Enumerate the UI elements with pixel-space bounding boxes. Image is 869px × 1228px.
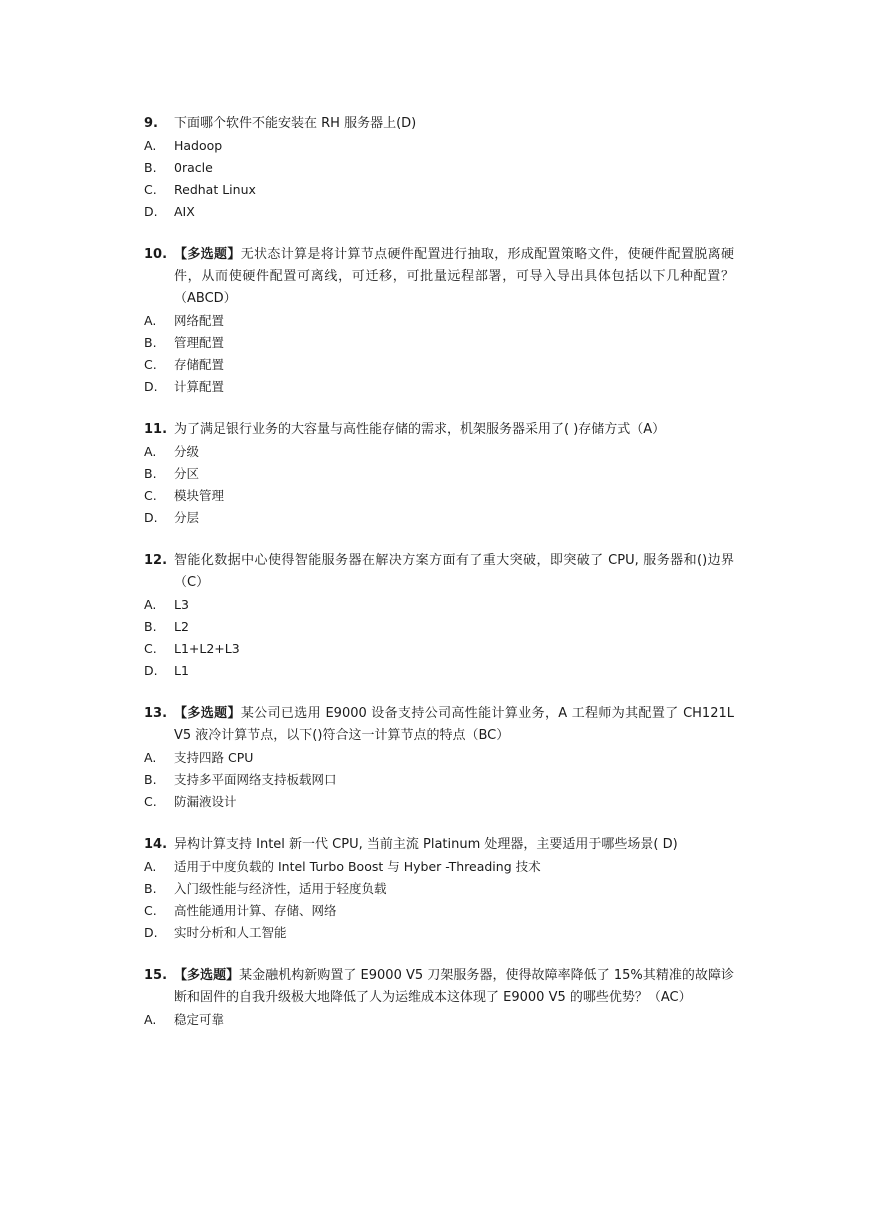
question-number: 15. [144,968,168,983]
question-block [144,419,734,529]
option-text: 防漏液设计 [174,794,237,809]
option-letter: B. [144,881,157,896]
answer-option [144,856,734,878]
question-text [174,550,734,594]
option-text: 入门级性能与经济性，适用于轻度负载 [174,881,387,896]
question-text [174,965,734,1009]
question-block [144,965,734,1031]
question-stem [144,419,734,441]
question-type-tag: 【多选题】 [174,247,241,262]
question-body: 无状态计算是将计算节点硬件配置进行抽取，形成配置策略文件，使硬件配置脱离硬件，从而使硬件配置可离线，可迁移，可批量远程部署，可导入导出具体包括以下几种配置？（ABCD） [174,247,734,306]
option-text: 模块管理 [174,488,225,503]
answer-option [144,900,734,922]
option-letter: C. [144,488,157,503]
option-letter: D. [144,379,158,394]
question-body: 某金融机构新购置了 E9000 V5 刀架服务器，使得故障率降低了 15%其精准的故障诊断和固件的自我升级极大地降低了人为运维成本这体现了 E9000 V5 的哪些优势？（AC） [174,968,734,1005]
question-list [144,113,734,1052]
option-text: L3 [174,597,189,612]
answer-option [144,332,734,354]
question-number: 10. [144,247,168,262]
question-text [174,113,734,135]
answer-option [144,878,734,900]
answer-option [144,616,734,638]
option-letter: A. [144,859,157,874]
answer-option [144,638,734,660]
option-letter: A. [144,313,157,328]
question-number: 9. [144,116,158,131]
option-letter: D. [144,925,158,940]
option-letter: B. [144,466,157,481]
question-text [174,244,734,310]
option-letter: D. [144,204,158,219]
question-body: 为了满足银行业务的大容量与高性能存储的需求，机架服务器采用了( )存储方式（A） [174,422,666,437]
answer-option [144,485,734,507]
option-text: 分级 [174,444,200,459]
question-number: 14. [144,837,168,852]
answer-option [144,135,734,157]
option-letter: B. [144,335,157,350]
option-letter: B. [144,160,157,175]
answer-option [144,791,734,813]
question-stem [144,834,734,856]
answer-option [144,157,734,179]
option-letter: A. [144,750,157,765]
question-stem [144,244,734,310]
answer-option [144,747,734,769]
question-stem [144,113,734,135]
answer-option [144,179,734,201]
option-text: 管理配置 [174,335,225,350]
question-block [144,703,734,813]
option-text: 实时分析和人工智能 [174,925,287,940]
answer-option [144,376,734,398]
question-block [144,113,734,223]
option-text: L1 [174,663,189,678]
question-type-tag: 【多选题】 [174,968,240,983]
answer-option [144,660,734,682]
option-letter: D. [144,510,158,525]
question-number: 12. [144,553,168,568]
option-text: 支持四路 CPU [174,750,254,765]
answer-option [144,594,734,616]
question-stem [144,965,734,1009]
option-text: 稳定可靠 [174,1012,225,1027]
question-number: 11. [144,422,168,437]
answer-option [144,463,734,485]
question-body: 下面哪个软件不能安装在 RH 服务器上(D) [174,116,417,131]
option-text: Hadoop [174,138,223,153]
option-text: Redhat Linux [174,182,256,197]
answer-option [144,354,734,376]
option-letter: C. [144,903,157,918]
question-stem [144,703,734,747]
option-letter: A. [144,1012,157,1027]
question-body: 异构计算支持 Intel 新一代 CPU, 当前主流 Platinum 处理器，主要适用于哪些场景( D) [174,837,678,852]
option-letter: C. [144,357,157,372]
question-type-tag: 【多选题】 [174,706,241,721]
option-letter: C. [144,182,157,197]
option-letter: D. [144,663,158,678]
question-block [144,244,734,398]
option-text: 适用于中度负载的 Intel Turbo Boost 与 Hyber -Threading 技术 [174,859,541,874]
option-letter: A. [144,444,157,459]
option-text: 0racle [174,160,213,175]
answer-option [144,201,734,223]
option-text: 网络配置 [174,313,225,328]
option-letter: A. [144,597,157,612]
option-text: AIX [174,204,195,219]
question-text [174,834,734,856]
option-text: L2 [174,619,189,634]
option-letter: B. [144,772,157,787]
option-text: 分层 [174,510,200,525]
answer-option [144,922,734,944]
option-text: 高性能通用计算、存储、网络 [174,903,337,918]
question-stem [144,550,734,594]
option-text: 计算配置 [174,379,225,394]
answer-option [144,310,734,332]
question-body: 某公司已选用 E9000 设备支持公司高性能计算业务，A 工程师为其配置了 CH121L V5 液冷计算节点，以下()符合这一计算节点的特点（BC） [174,706,734,743]
question-body: 智能化数据中心使得智能服务器在解决方案方面有了重大突破，即突破了 CPU, 服务器和()边界（C） [174,553,734,590]
question-block [144,550,734,682]
option-letter: B. [144,619,157,634]
option-text: 存储配置 [174,357,225,372]
question-text [174,703,734,747]
answer-option [144,1009,734,1031]
question-number: 13. [144,706,168,721]
answer-option [144,441,734,463]
option-text: L1+L2+L3 [174,641,240,656]
option-letter: C. [144,641,157,656]
option-letter: C. [144,794,157,809]
option-letter: A. [144,138,157,153]
question-block [144,834,734,944]
question-text [174,419,734,441]
answer-option [144,769,734,791]
option-text: 分区 [174,466,200,481]
answer-option [144,507,734,529]
option-text: 支持多平面网络支持板载网口 [174,772,337,787]
